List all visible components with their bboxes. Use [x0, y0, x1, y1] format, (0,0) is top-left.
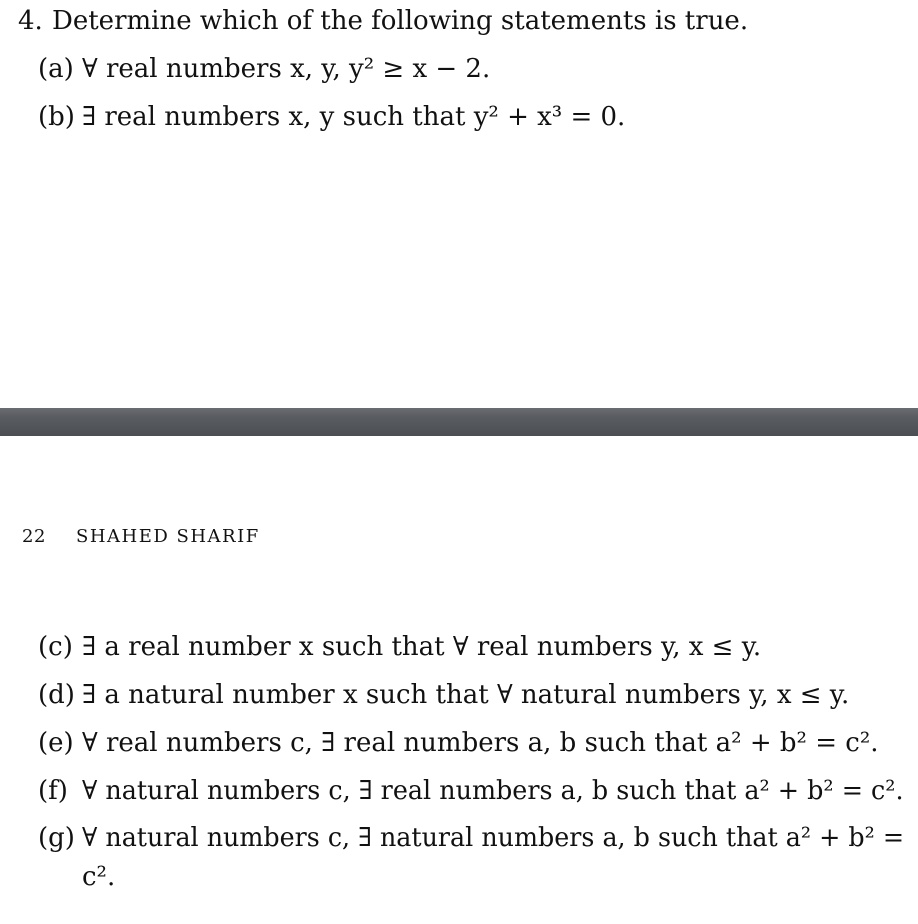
item-text-d: ∃ a natural number x such that ∀ natural numbers y, x ≤ y. [82, 680, 850, 710]
item-label-g: (g) [38, 823, 75, 853]
question-prompt: Determine which of the following statements is true. [52, 6, 749, 36]
item-label-d: (d) [38, 680, 75, 710]
item-text-g-line1: ∀ natural numbers c, ∃ natural numbers a, b such that a² + b² = [82, 823, 905, 853]
question-number: 4. [18, 6, 43, 36]
item-text-e: ∀ real numbers c, ∃ real numbers a, b such that a² + b² = c². [82, 728, 879, 758]
item-text-f: ∀ natural numbers c, ∃ real numbers a, b such that a² + b² = c². [82, 776, 904, 806]
page-number: 22 [22, 526, 46, 547]
page-separator [0, 408, 918, 436]
item-text-g-line2: c². [82, 862, 116, 892]
item-text-b: ∃ real numbers x, y such that y² + x³ = 0. [82, 102, 626, 132]
item-label-f: (f) [38, 776, 68, 806]
item-text-a: ∀ real numbers x, y, y² ≥ x − 2. [82, 54, 491, 84]
item-label-e: (e) [38, 728, 74, 758]
running-header-author: SHAHED SHARIF [76, 526, 260, 547]
item-text-c: ∃ a real number x such that ∀ real numbers y, x ≤ y. [82, 632, 762, 662]
item-label-a: (a) [38, 54, 74, 84]
item-label-b: (b) [38, 102, 75, 132]
item-label-c: (c) [38, 632, 73, 662]
